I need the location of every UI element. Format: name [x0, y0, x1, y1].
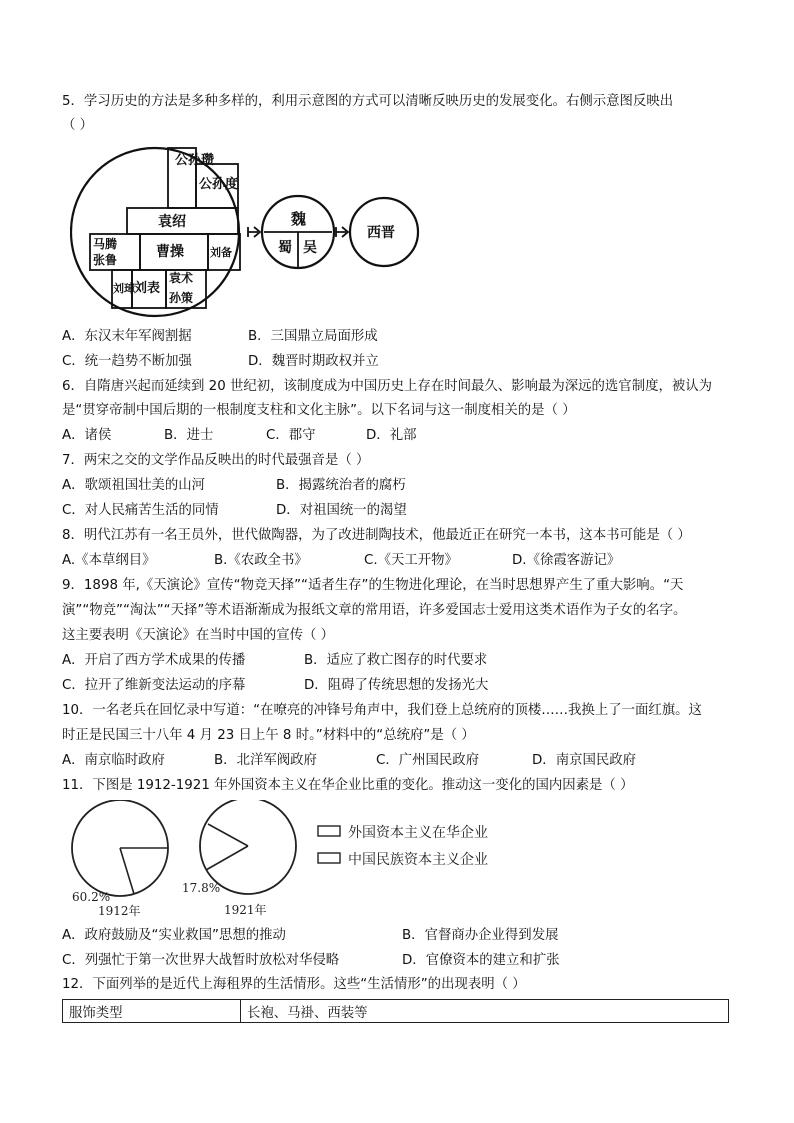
- q7-option-d[interactable]: D．对祖国统一的渴望: [276, 503, 407, 518]
- table-cell-clothing-values: 长袍、马褂、西装等: [241, 1000, 729, 1023]
- cell-liubiao: 刘表: [134, 281, 161, 296]
- arrow-icon: [248, 227, 260, 237]
- q9-stem-line3: 这主要表明《天演论》在当时中国的宣传（ ）: [62, 628, 335, 643]
- q6-option-d[interactable]: D．礼部: [366, 428, 417, 443]
- q6-stem-line1: 6．自隋唐兴起而延续到 20 世纪初，该制度成为中国历史上存在时间最久、影响最为深远的选官制度，被认为: [62, 379, 713, 394]
- q6-option-b[interactable]: B．进士: [164, 428, 214, 443]
- q8-option-b[interactable]: B.《农政全书》: [214, 553, 308, 568]
- q6-option-a[interactable]: A．诸侯: [62, 428, 112, 443]
- wu-label: 吴: [303, 240, 317, 256]
- q9-stem-line1: 9．1898 年,《天演论》宣传“物竞天择”“适者生存”的生物进化理论，在当时思想界产生了重大影响。“天: [62, 578, 684, 593]
- q5-option-d[interactable]: D．魏晋时期政权并立: [248, 354, 379, 369]
- q11-option-c[interactable]: C．列强忙于第一次世界大战暂时放松对华侵略: [62, 953, 340, 968]
- q5-option-c[interactable]: C．统一趋势不断加强: [62, 354, 192, 369]
- q9-option-d[interactable]: D．阻碍了传统思想的发扬光大: [304, 678, 489, 693]
- q8-option-d[interactable]: D.《徐霞客游记》: [512, 553, 621, 568]
- q9-option-b[interactable]: B．适应了救亡图存的时代要求: [304, 653, 488, 668]
- arrow-icon: [336, 227, 348, 237]
- table-row: [63, 1000, 729, 1023]
- pie-1921-year: 1921年: [224, 903, 267, 917]
- q5-paren: （ ）: [62, 118, 94, 133]
- q11-pie-charts: [66, 800, 556, 920]
- legend-swatch-national: [318, 853, 340, 863]
- pie-1912-year: 1912年: [98, 904, 141, 918]
- pie-1921: [200, 800, 296, 894]
- cell-mateng: 马腾: [93, 237, 118, 251]
- q5-stem: 5．学习历史的方法是多种多样的，利用示意图的方式可以清晰反映历史的发展变化。右侧示意图反映出: [62, 94, 674, 109]
- cell-gongsundu: 公孙度: [199, 177, 239, 192]
- cell-gongsunzan: 公孙瓒: [175, 153, 215, 168]
- cell-liubei: 刘备: [210, 246, 232, 259]
- q9-option-c[interactable]: C．拉开了维新变法运动的序幕: [62, 678, 246, 693]
- cell-liuzhang: 刘璋: [113, 282, 135, 295]
- jin-label: 西晋: [367, 225, 395, 241]
- q8-option-c[interactable]: C.《天工开物》: [364, 553, 458, 568]
- q7-option-a[interactable]: A．歌颂祖国壮美的山河: [62, 478, 206, 493]
- cell-yuanshu: 袁术: [169, 271, 194, 285]
- legend-national: 中国民族资本主义企业: [348, 852, 488, 868]
- q11-stem: 11．下图是 1912-1921 年外国资本主义在华企业比重的变化。推动这一变化的国内因素是（ ）: [62, 778, 634, 793]
- pie-1921-slice-edge: [206, 846, 248, 870]
- q12-table: [62, 999, 729, 1023]
- cell-caocao: 曹操: [156, 244, 184, 260]
- q7-stem: 7．两宋之交的文学作品反映出的时代最强音是（ ）: [62, 453, 370, 468]
- q10-option-d[interactable]: D．南京国民政府: [532, 753, 637, 768]
- q10-option-b[interactable]: B．北洋军阀政府: [214, 753, 317, 768]
- table-cell-clothing-type: 服饰类型: [63, 1000, 241, 1023]
- wei-label: 魏: [291, 210, 307, 228]
- legend-swatch-foreign: [318, 826, 340, 836]
- legend-foreign: 外国资本主义在华企业: [348, 825, 488, 841]
- q5-option-b[interactable]: B．三国鼎立局面形成: [248, 329, 378, 344]
- q6-stem-line2: 是“贯穿帝制中国后期的一根制度支柱和文化主脉”。以下名词与这一制度相关的是（ ）: [62, 403, 576, 418]
- q9-stem-line2: 演”“物竞”“淘汰”“天择”等术语渐渐成为报纸文章的常用语，许多爱国志士爱用这类术语作为子女的名字。: [62, 603, 687, 618]
- q5-option-a[interactable]: A．东汉末年军阀割据: [62, 329, 192, 344]
- cell-sunce: 孙策: [169, 291, 194, 305]
- q12-stem: 12．下面列举的是近代上海租界的生活情形。这些“生活情形”的出现表明（ ）: [62, 977, 526, 992]
- q7-option-b[interactable]: B．揭露统治者的腐朽: [276, 478, 406, 493]
- q11-option-d[interactable]: D．官僚资本的建立和扩张: [402, 953, 560, 968]
- cell-zhanglu: 张鲁: [93, 253, 118, 267]
- pie-1921-percent: 17.8%: [182, 881, 221, 895]
- pie-1912-slice-edge: [120, 848, 134, 894]
- q11-option-b[interactable]: B．官督商办企业得到发展: [402, 928, 559, 943]
- q10-option-a[interactable]: A．南京临时政府: [62, 753, 165, 768]
- q11-option-a[interactable]: A．政府鼓励及“实业救国”思想的推动: [62, 928, 286, 943]
- pie-1912-percent: 60.2%: [72, 890, 111, 904]
- q6-option-c[interactable]: C．郡守: [266, 428, 316, 443]
- q5-diagram: [70, 140, 430, 322]
- q7-option-c[interactable]: C．对人民痛苦生活的同情: [62, 503, 219, 518]
- q8-stem: 8．明代江苏有一名王员外，世代做陶器，为了改进制陶技术，他最近正在研究一本书，这本书可能是（ ）: [62, 528, 691, 543]
- shu-label: 蜀: [278, 240, 292, 256]
- q10-option-c[interactable]: C．广州国民政府: [376, 753, 480, 768]
- pie-1921-slice-edge: [208, 824, 248, 846]
- q9-option-a[interactable]: A．开启了西方学术成果的传播: [62, 653, 246, 668]
- cell-yuanshao: 袁绍: [158, 214, 186, 230]
- q8-option-a[interactable]: A.《本草纲目》: [62, 553, 156, 568]
- q10-stem-line1: 10．一名老兵在回忆录中写道：“在嘹亮的冲锋号角声中，我们登上总统府的顶楼……我换上了一面红旗。这: [62, 703, 702, 718]
- q10-stem-line2: 时正是民国三十八年 4 月 23 日上午 8 时。”材料中的“总统府”是（ ）: [62, 728, 475, 743]
